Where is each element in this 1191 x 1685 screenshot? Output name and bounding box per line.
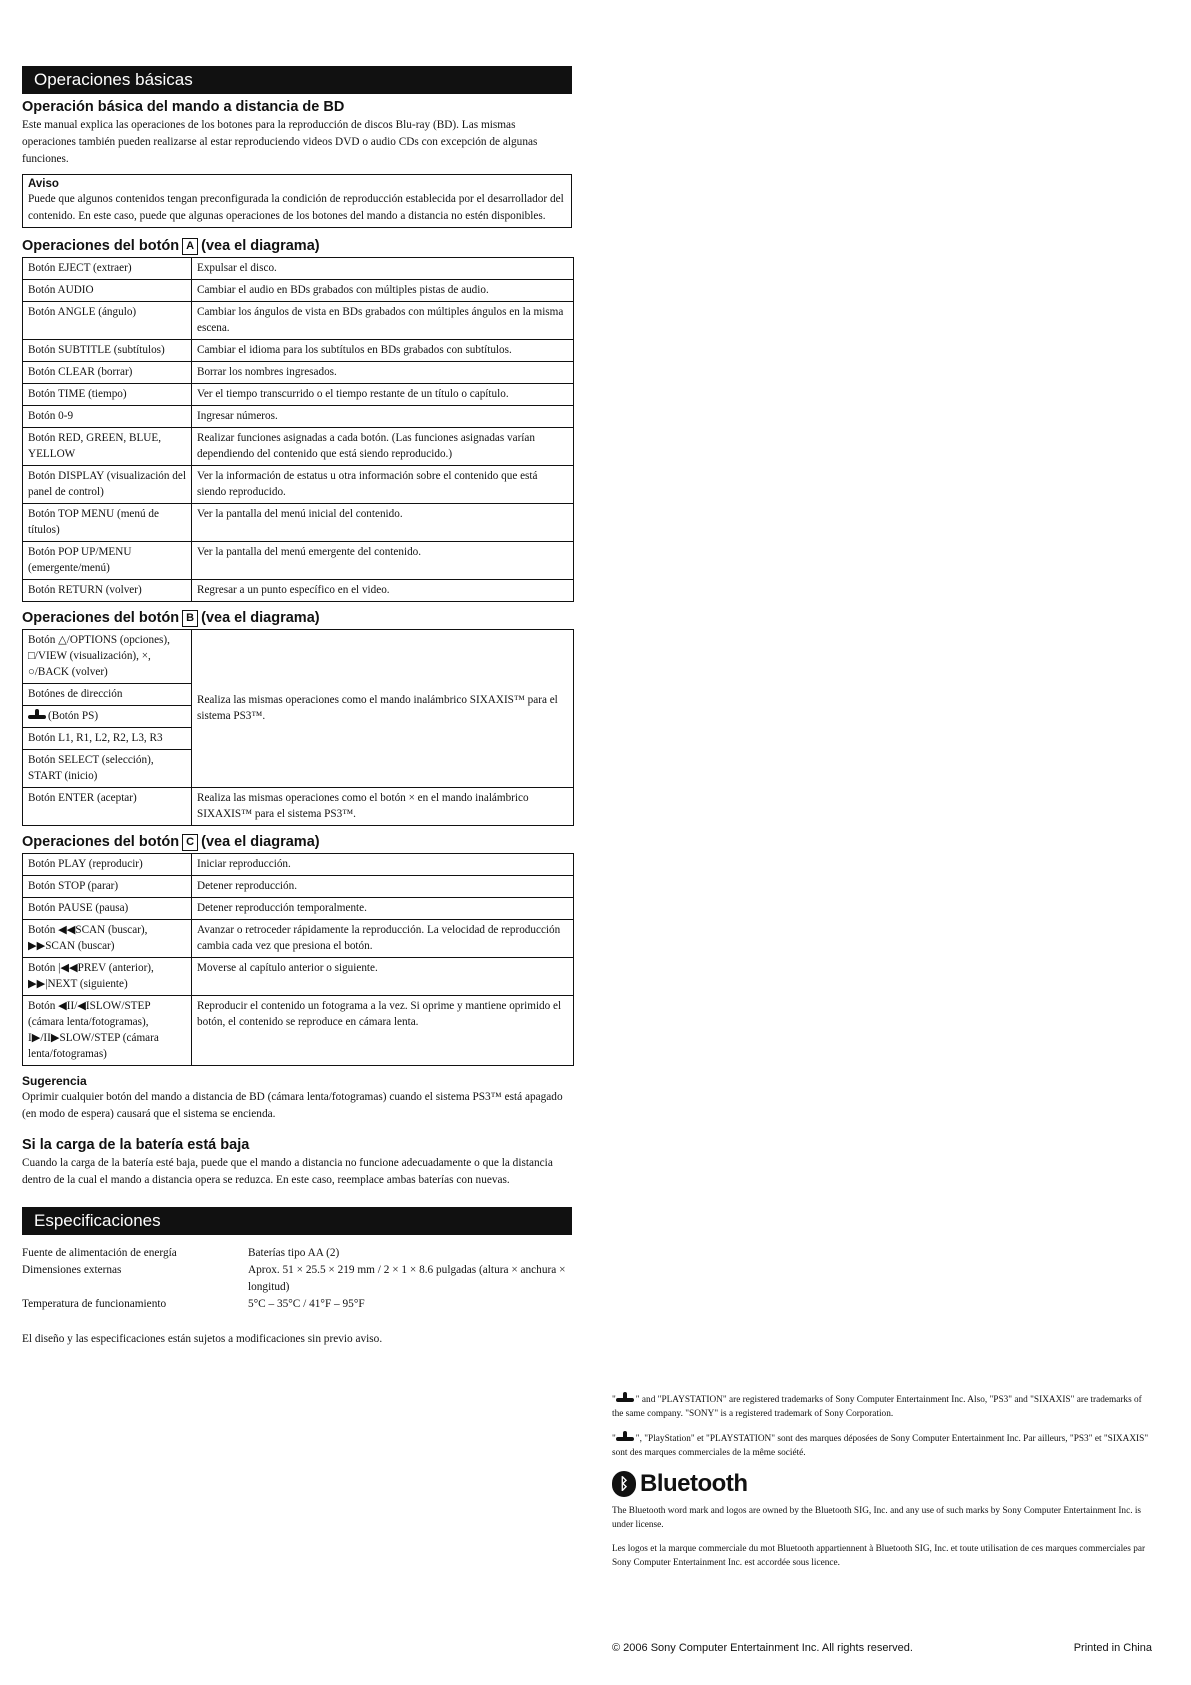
table-row: Botón ANGLE (ángulo) Cambiar los ángulos de vista en BDs grabados con múltiples ángulos en la misma escena. [23, 302, 574, 340]
printed-in: Printed in China [1073, 1642, 1152, 1654]
section-header-basic: Operaciones básicas [22, 66, 572, 94]
table-row: (Botón PS) [23, 706, 574, 728]
notice-title: Aviso [28, 178, 59, 190]
spec-row: Dimensiones externas Aprox. 51 × 25.5 × 219 mm / 2 × 1 × 8.6 pulgadas (altura × anchura × longitud) [22, 1264, 566, 1293]
table-row: Botón ◀II/◀ISLOW/STEP (cámara lenta/fotogramas), I▶/II▶SLOW/STEP (cámara lenta/fotogramas) Reproducir el contenido un fotograma a la vez. Si oprime y mantiene oprimido el botón, el contenido se reproduce en cámara lenta. [23, 996, 574, 1066]
table-row: Botón ENTER (aceptar) Realiza las mismas operaciones como el botón × en el mando inalámbrico SIXAXIS™ para el sistema PS3™. [23, 788, 574, 826]
table-buttons-c [22, 853, 574, 1066]
table-row: Botón RED, GREEN, BLUE, YELLOW Realizar funciones asignadas a cada botón. (Las funciones asignadas varían dependiendo del contenido que está siendo reproducido.) [23, 428, 574, 466]
key-b-box: B [182, 610, 198, 627]
table-buttons-a [22, 257, 574, 602]
bluetooth-english: The Bluetooth word mark and logos are owned by the Bluetooth SIG, Inc. and any use of such marks by Sony Computer Entertainment Inc. is under license. [612, 1506, 1142, 1530]
table-row: Botón CLEAR (borrar) Borrar los nombres ingresados. [23, 362, 574, 384]
table-row: Botón ◀◀SCAN (buscar), ▶▶SCAN (buscar) Avanzar o retroceder rápidamente la reproducción. La velocidad de reproducción cambia cada vez que presiona el botón. [23, 920, 574, 958]
heading-buttons-c: Operaciones del botón C (vea el diagrama) [22, 834, 320, 850]
left-column [22, 66, 572, 1348]
table-row: Botón PLAY (reproducir) Iniciar reproducción. [23, 854, 574, 876]
heading-buttons-b: Operaciones del botón B (vea el diagrama) [22, 610, 320, 626]
footer [612, 1642, 1152, 1654]
table-row: Botón SELECT (selección), START (inicio) [23, 750, 574, 788]
notice-box [22, 174, 572, 228]
trademark-english: " " and "PLAYSTATION" are registered trademarks of Sony Computer Entertainment Inc. Also, "PS3" and "SIXAXIS" are trademarks of the same company. "SONY" is a registered trademark of Sony Corporation. [612, 1392, 1152, 1421]
right-column [612, 1392, 1152, 1580]
ps-logo-icon [616, 1431, 636, 1442]
table-row: Botón TIME (tiempo) Ver el tiempo transcurrido o el tiempo restante de un título o capítulo. [23, 384, 574, 406]
shared-description: Realiza las mismas operaciones como el mando inalámbrico SIXAXIS™ para el sistema PS3™. [192, 630, 574, 788]
bluetooth-logo [612, 1470, 1152, 1498]
table-row: Botón PAUSE (pausa) Detener reproducción temporalmente. [23, 898, 574, 920]
section-header-specs: Especificaciones [22, 1207, 572, 1235]
tip-title: Sugerencia [22, 1074, 87, 1088]
bluetooth-french: Les logos et la marque commerciale du mot Bluetooth appartiennent à Bluetooth SIG, Inc. et toute utilisation de ces marques commerciales par Sony Computer Entertainment Inc. est accordée sous licence. [612, 1544, 1146, 1568]
table-row: Botón |◀◀PREV (anterior), ▶▶|NEXT (siguiente) Moverse al capítulo anterior o siguiente. [23, 958, 574, 996]
table-row: Botón POP UP/MENU (emergente/menú) Ver la pantalla del menú emergente del contenido. [23, 542, 574, 580]
table-row: Botón SUBTITLE (subtítulos) Cambiar el idioma para los subtítulos en BDs grabados con subtítulos. [23, 340, 574, 362]
table-row: Botón 0-9 Ingresar números. [23, 406, 574, 428]
bluetooth-wordmark: Bluetooth [640, 1470, 748, 1497]
table-buttons-b [22, 629, 574, 826]
table-row: Botón △/OPTIONS (opciones), □/VIEW (visualización), ×, ○/BACK (volver) Realiza las mismas operaciones como el mando inalámbrico SIXAXIS™ para el sistema PS3™. [23, 630, 574, 684]
specs-list [22, 1245, 574, 1313]
tip-text: Oprimir cualquier botón del mando a distancia de BD (cámara lenta/fotogramas) cuando el sistema PS3™ está apagado (en modo de espera) causará que el sistema se encienda. [22, 1091, 563, 1120]
specs-note: El diseño y las especificaciones están sujetos a modificaciones sin previo aviso. [22, 1333, 383, 1345]
spec-row: Fuente de alimentación de energía Baterías tipo AA (2) [22, 1247, 340, 1259]
key-a-box: A [182, 238, 198, 255]
heading-battery: Si la carga de la batería está baja [22, 1137, 250, 1153]
ps-logo-icon [616, 1392, 636, 1403]
heading-buttons-a: Operaciones del botón A (vea el diagrama) [22, 238, 320, 254]
notice-text: Puede que algunos contenidos tengan preconfigurada la condición de reproducción establecida por el desarrollador del contenido. En este caso, puede que algunas operaciones de los botones del mando a distancia no estén disponibles. [28, 193, 564, 222]
copyright: © 2006 Sony Computer Entertainment Inc. All rights reserved. [612, 1642, 913, 1654]
table-row: Botón STOP (parar) Detener reproducción. [23, 876, 574, 898]
bluetooth-icon: ᛒ [612, 1471, 636, 1497]
table-row: Botón EJECT (extraer) Expulsar el disco. [23, 258, 574, 280]
table-row: Botón L1, R1, L2, R2, L3, R3 [23, 728, 574, 750]
key-c-box: C [182, 834, 198, 851]
battery-text: Cuando la carga de la batería esté baja, puede que el mando a distancia no funcione adecuadamente o que la distancia dentro de la cual el mando a distancia opera se reduzca. En este caso, reemplace ambas baterías con nuevas. [22, 1157, 553, 1186]
heading-basic-operation: Operación básica del mando a distancia de BD [22, 99, 345, 115]
table-row: Botón AUDIO Cambiar el audio en BDs grabados con múltiples pistas de audio. [23, 280, 574, 302]
table-row: Botónes de dirección [23, 684, 574, 706]
spec-row: Temperatura de funcionamiento 5°C – 35°C / 41°F – 95°F [22, 1298, 365, 1310]
table-row: Botón RETURN (volver) Regresar a un punto específico en el video. [23, 580, 574, 602]
basic-intro-text: Este manual explica las operaciones de los botones para la reproducción de discos Blu-ray (BD). Las mismas operaciones también pueden realizarse al estar reproduciendo videos DVD o audio CDs con excepción de algunas funciones. [22, 119, 538, 165]
table-row: Botón DISPLAY (visualización del panel de control) Ver la información de estatus u otra información sobre el contenido que está siendo reproducido. [23, 466, 574, 504]
trademark-french: " ", "PlayStation" et "PLAYSTATION" sont des marques déposées de Sony Computer Entertainment Inc. Par ailleurs, "PS3" et "SIXAXIS" sont des marques commerciales de la même société. [612, 1431, 1152, 1460]
table-row: Botón TOP MENU (menú de títulos) Ver la pantalla del menú inicial del contenido. [23, 504, 574, 542]
ps-logo-icon [28, 709, 48, 720]
